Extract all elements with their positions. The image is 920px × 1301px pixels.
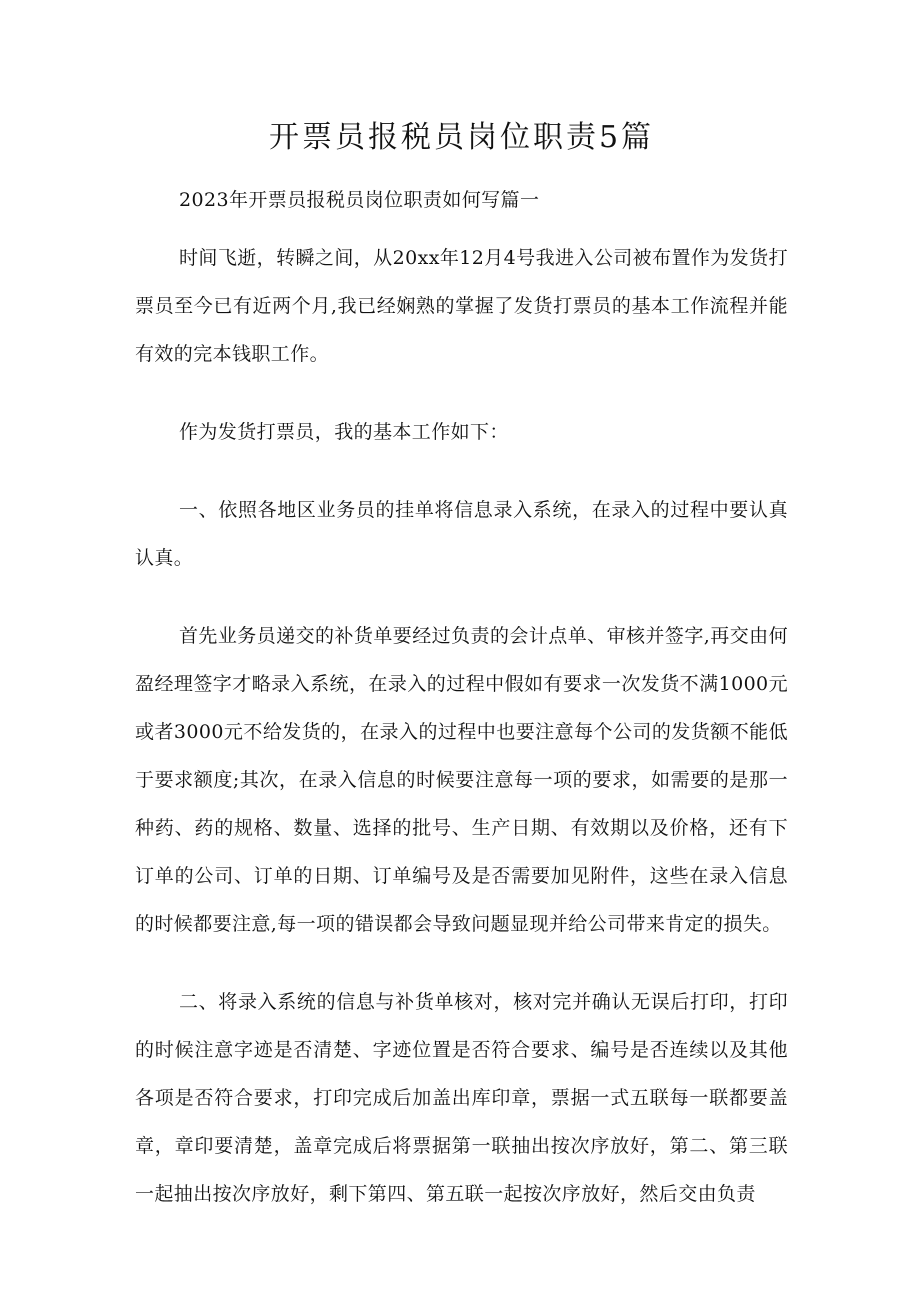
paragraph-intro: 时间飞逝，转瞬之间，从20xx年12月4号我进入公司被布置作为发货打票员至今已有近两个月,我已经娴熟的掌握了发货打票员的基本工作流程并能有效的完本钱职工作。: [135, 247, 788, 365]
paragraph-duties-lead: 作为发货打票员，我的基本工作如下：: [179, 421, 509, 443]
document-title: 开票员报税员岗位职责5篇: [268, 120, 655, 155]
paragraph-duty-one-detail: 首先业务员递交的补货单要经过负责的会计点单、审核并签字,再交由何盈经理签字才略录入系统，在录入的过程中假如有要求一次发货不满1000元或者3000元不给发货的，在录入的过程中也要注意每个公司的发货额不能低于要求额度;其次，在录入信息的时候要注意每一项的要求，如需要的是那一种药、药的规格、数量、选择的批号、生产日期、有效期以及价格，还有下订单的公司、订单的日期、订单编号及是否需要加见附件，这些在录入信息的时候都要注意,每一项的错误都会导致问题显现并给公司带来肯定的损失。: [135, 625, 788, 935]
section-heading: 2023年开票员报税员岗位职责如何写篇一: [179, 189, 540, 211]
paragraph-duty-one: 一、依照各地区业务员的挂单将信息录入系统，在录入的过程中要认真认真。: [135, 499, 788, 569]
paragraph-duty-two: 二、将录入系统的信息与补货单核对，核对完并确认无误后打印，打印的时候注意字迹是否清楚、字迹位置是否符合要求、编号是否连续以及其他各项是否符合要求，打印完成后加盖出库印章，票据一式五联每一联都要盖章，章印要清楚，盖章完成后将票据第一联抽出按次序放好，第二、第三联一起抽出按次序放好，剩下第四、第五联一起按次序放好，然后交由负责: [135, 991, 788, 1205]
